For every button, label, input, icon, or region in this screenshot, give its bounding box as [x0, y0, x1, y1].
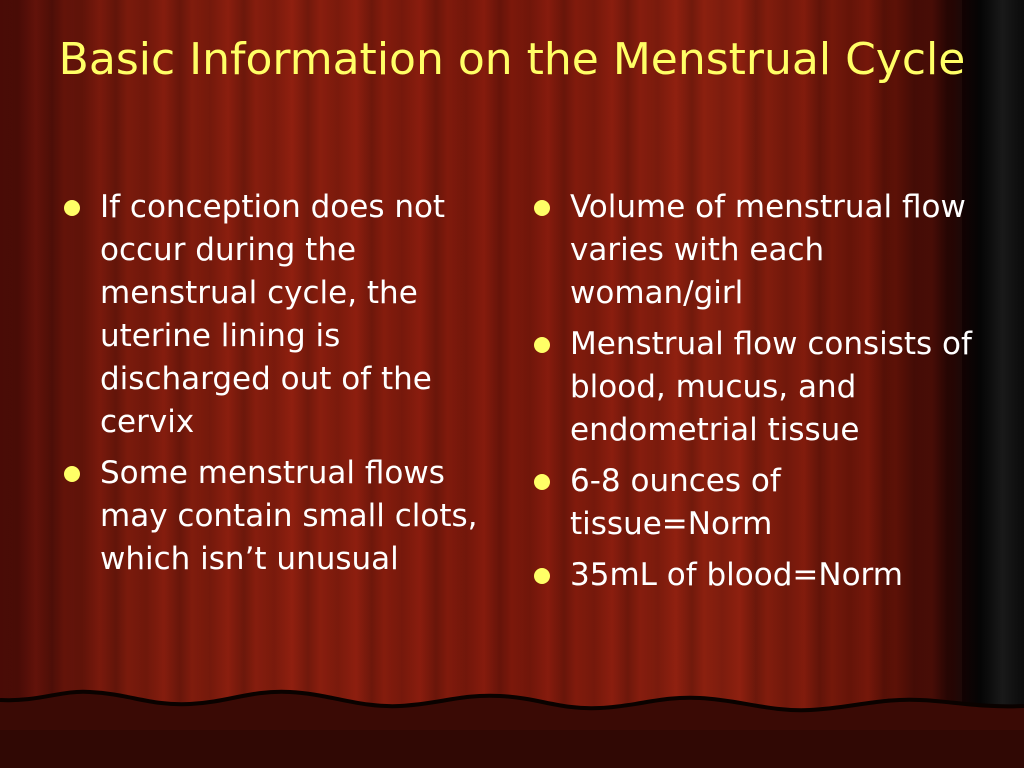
bullet-text: 35mL of blood=Norm: [570, 557, 903, 593]
bullet-text: If conception does not occur during the menstrual cycle, the uterine lining is discharged out of the cervix: [100, 189, 446, 440]
list-item: [532, 460, 972, 546]
bullet-dot-icon: [534, 474, 550, 490]
bullet-dot-icon: [534, 568, 550, 584]
bullet-text: Menstrual flow consists of blood, mucus, and endometrial tissue: [570, 326, 972, 448]
bullet-dot-icon: [534, 200, 550, 216]
slide-title: Basic Information on the Menstrual Cycle: [58, 34, 966, 85]
right-bullet-list: [532, 186, 972, 605]
bullet-dot-icon: [64, 466, 80, 482]
list-item: [532, 554, 972, 597]
list-item: [532, 323, 972, 452]
list-item: [532, 186, 972, 315]
bullet-text: Some menstrual flows may contain small clots, which isn’t unusual: [100, 455, 478, 577]
bullet-text: 6-8 ounces of tissue=Norm: [570, 463, 781, 542]
bullet-dot-icon: [64, 200, 80, 216]
bullet-dot-icon: [534, 337, 550, 353]
list-item: [62, 452, 502, 581]
bullet-text: Volume of menstrual flow varies with each woman/girl: [570, 189, 966, 311]
list-item: [62, 186, 502, 444]
left-bullet-list: [62, 186, 502, 589]
